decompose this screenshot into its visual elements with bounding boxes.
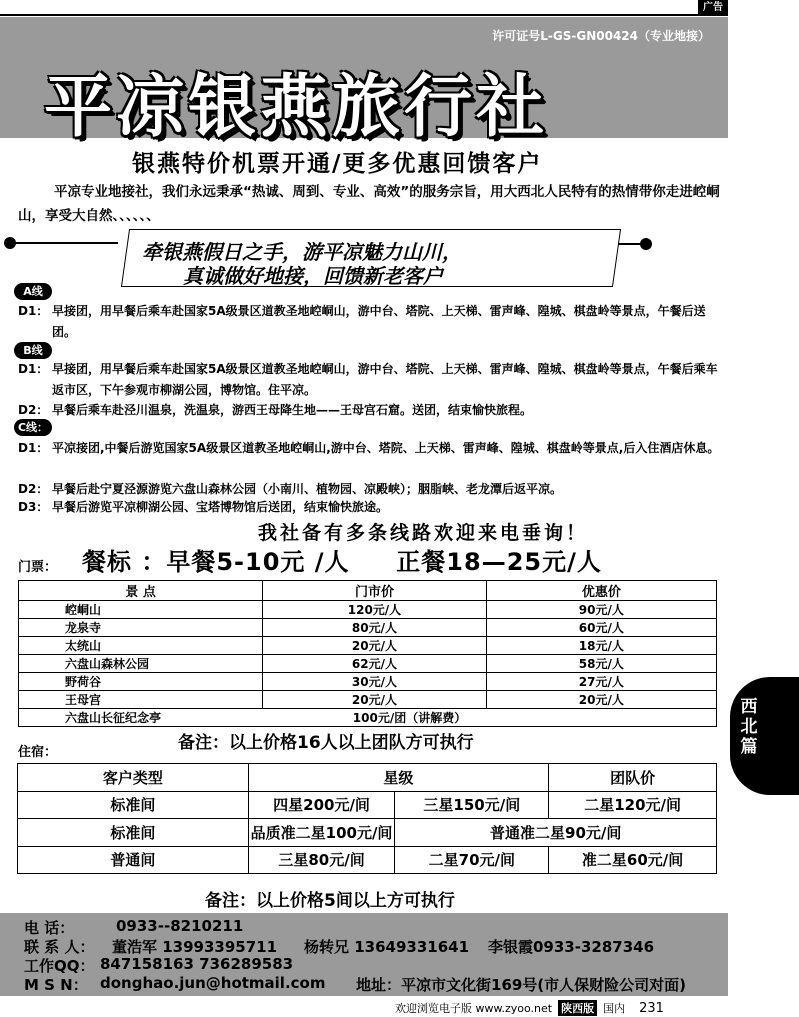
contact-person-3: 李银霞0933-3287346	[488, 938, 655, 956]
day-text: 早餐后游览平凉柳湖公园、宝塔博物馆后送团，结束愉快旅途。	[52, 500, 389, 514]
footer-section-badge: 陕西版	[558, 1000, 597, 1016]
table-cell: 六盘山长征纪念亭	[19, 709, 263, 727]
day-label: D3：	[18, 500, 49, 514]
route-c-badge: C线：	[14, 419, 52, 436]
msn-label: M S N：	[24, 976, 88, 994]
slogan-line-2: 真诚做好地接，回馈新老客户	[183, 264, 443, 288]
day-label: D1：	[18, 362, 49, 376]
table-cell: 野荷谷	[19, 673, 263, 691]
route-b-day-2	[18, 400, 720, 421]
welcome-message: 我社备有多条线路欢迎来电垂询！	[258, 522, 589, 544]
route-b-day-1	[18, 359, 720, 401]
day-label: D2：	[18, 482, 49, 496]
table-row	[19, 691, 717, 709]
page-footer	[395, 1000, 664, 1016]
ticket-note: 备注：以上价格16人以上团队方可执行	[178, 733, 474, 753]
footer-category: 国内	[603, 1002, 626, 1015]
phone-number: 0933--8210211	[116, 917, 244, 935]
office-address: 地址：平凉市文化街169号(市人保财险公司对面)	[356, 976, 687, 994]
table-cell: 普通准二星90元/间	[395, 819, 717, 847]
table-cell: 龙泉寺	[19, 619, 263, 637]
table-header: 景 点	[19, 581, 263, 601]
table-row	[18, 791, 717, 819]
room-price-table	[17, 763, 717, 874]
table-header: 优惠价	[486, 581, 716, 601]
ticket-price-table	[18, 580, 717, 727]
table-cell: 80元/人	[263, 619, 486, 637]
table-cell: 18元/人	[486, 637, 716, 655]
day-label: D1：	[18, 304, 49, 318]
region-side-tab-label: 西北篇	[740, 697, 758, 757]
headline: 银燕特价机票开通/更多优惠回馈客户	[132, 151, 543, 177]
table-row	[19, 709, 717, 727]
day-text: 早餐后赴宁夏泾源游览六盘山森林公园（小南川、植物园、凉殿峡）；胭脂峡、老龙潭后返平凉。	[52, 482, 563, 496]
table-cell: 太统山	[19, 637, 263, 655]
page-number: 231	[639, 1000, 664, 1016]
msn-address: donghao.jun@hotmail.com	[100, 974, 326, 992]
table-cell: 三星80元/间	[248, 846, 395, 874]
table-cell: 60元/人	[486, 619, 716, 637]
contact-panel	[0, 913, 728, 996]
route-b-badge: B线	[14, 342, 52, 359]
table-header-row	[18, 764, 717, 792]
table-cell: 20元/人	[263, 691, 486, 709]
table-cell: 20元/人	[486, 691, 716, 709]
table-cell: 100元/团（讲解费）	[263, 709, 717, 727]
table-cell: 二星120元/间	[549, 791, 717, 819]
table-cell: 62元/人	[263, 655, 486, 673]
ad-tag: 广告	[698, 0, 728, 15]
day-label: D2：	[18, 403, 49, 417]
tickets-label: 门票：	[18, 560, 58, 575]
table-cell: 20元/人	[263, 637, 486, 655]
table-cell: 普通间	[18, 846, 249, 874]
table-header: 星级	[248, 764, 549, 792]
table-cell: 王母宫	[19, 691, 263, 709]
table-row	[19, 673, 717, 691]
qq-numbers: 847158163 736289583	[100, 955, 294, 973]
table-cell: 58元/人	[486, 655, 716, 673]
table-header: 客户类型	[18, 764, 249, 792]
person-label: 联 系 人：	[24, 938, 95, 956]
slogan-line-1: 牵银燕假日之手，游平凉魅力山川，	[142, 240, 462, 264]
table-row	[19, 619, 717, 637]
table-header: 团队价	[549, 764, 717, 792]
table-header-row	[19, 581, 717, 601]
contact-person-1: 董浩军 13993395711	[112, 938, 278, 956]
day-text: 早接团，用早餐后乘车赴国家5A级景区道教圣地崆峒山，游中台、塔院、上天梯、雷声峰、隍城、棋盘岭等景点，午餐后乘车返市区，下午参观市柳湖公园，博物馆。住平凉。	[52, 362, 718, 397]
footer-text: 欢迎浏览电子版 www.zyoo.net	[395, 1002, 553, 1015]
table-cell: 27元/人	[486, 673, 716, 691]
table-header: 门市价	[263, 581, 486, 601]
table-row	[18, 819, 717, 847]
table-cell: 90元/人	[486, 601, 716, 619]
table-cell: 二星70元/间	[395, 846, 549, 874]
route-c-day-1	[18, 438, 720, 459]
table-cell: 120元/人	[263, 601, 486, 619]
table-row	[19, 601, 717, 619]
route-c-day-3	[18, 497, 720, 518]
table-row	[19, 637, 717, 655]
intro-paragraph: 平凉专业地接社，我们永远秉承“热诚、周到、专业、高效”的服务宗旨，用大西北人民特有的热情带你走进崆峒山，享受大自然、、、、、、	[18, 184, 720, 224]
route-a-badge: A线	[14, 283, 52, 300]
table-cell: 标准间	[18, 819, 249, 847]
room-note: 备注：以上价格5间以上方可执行	[205, 891, 455, 911]
day-text: 早餐后乘车赴泾川温泉，洗温泉，游西王母降生地——王母宫石窟。送团，结束愉快旅程。	[52, 403, 533, 417]
stay-label: 住宿：	[18, 745, 58, 760]
table-row	[19, 655, 717, 673]
qq-label: 工作QQ：	[24, 957, 95, 975]
license-number: 许可证号L-GS-GN00424（专业地接）	[492, 29, 710, 43]
top-rule	[0, 14, 728, 16]
table-cell: 品质准二星100元/间	[248, 819, 395, 847]
table-row	[18, 846, 717, 874]
route-a-day-1	[18, 301, 720, 343]
slogan-dot-right	[640, 238, 652, 250]
table-cell: 三星150元/间	[395, 791, 549, 819]
table-cell: 六盘山森林公园	[19, 655, 263, 673]
slogan-rule-left	[10, 242, 118, 244]
day-label: D1：	[18, 441, 49, 455]
company-name: 平凉银燕旅行社	[44, 68, 549, 147]
table-cell: 崆峒山	[19, 601, 263, 619]
header-banner	[0, 17, 728, 147]
contact-person-2: 杨转兄 13649331641	[304, 938, 470, 956]
day-text: 平凉接团,中餐后游览国家5A级景区道教圣地崆峒山,游中台、塔院、上天梯、雷声峰、隍城、棋盘岭等景点,后入住酒店休息。	[52, 441, 720, 455]
table-cell: 四星200元/间	[248, 791, 395, 819]
table-cell: 标准间	[18, 791, 249, 819]
table-cell: 准二星60元/间	[549, 846, 717, 874]
day-text: 早接团，用早餐后乘车赴国家5A级景区道教圣地崆峒山，游中台、塔院、上天梯、雷声峰、隍城、棋盘岭等景点，午餐后送团。	[52, 304, 706, 339]
table-cell: 30元/人	[263, 673, 486, 691]
phone-label: 电 话：	[24, 919, 75, 937]
meal-standard: 餐标 ：早餐5-10元 /人 正餐18—25元/人	[82, 548, 602, 576]
